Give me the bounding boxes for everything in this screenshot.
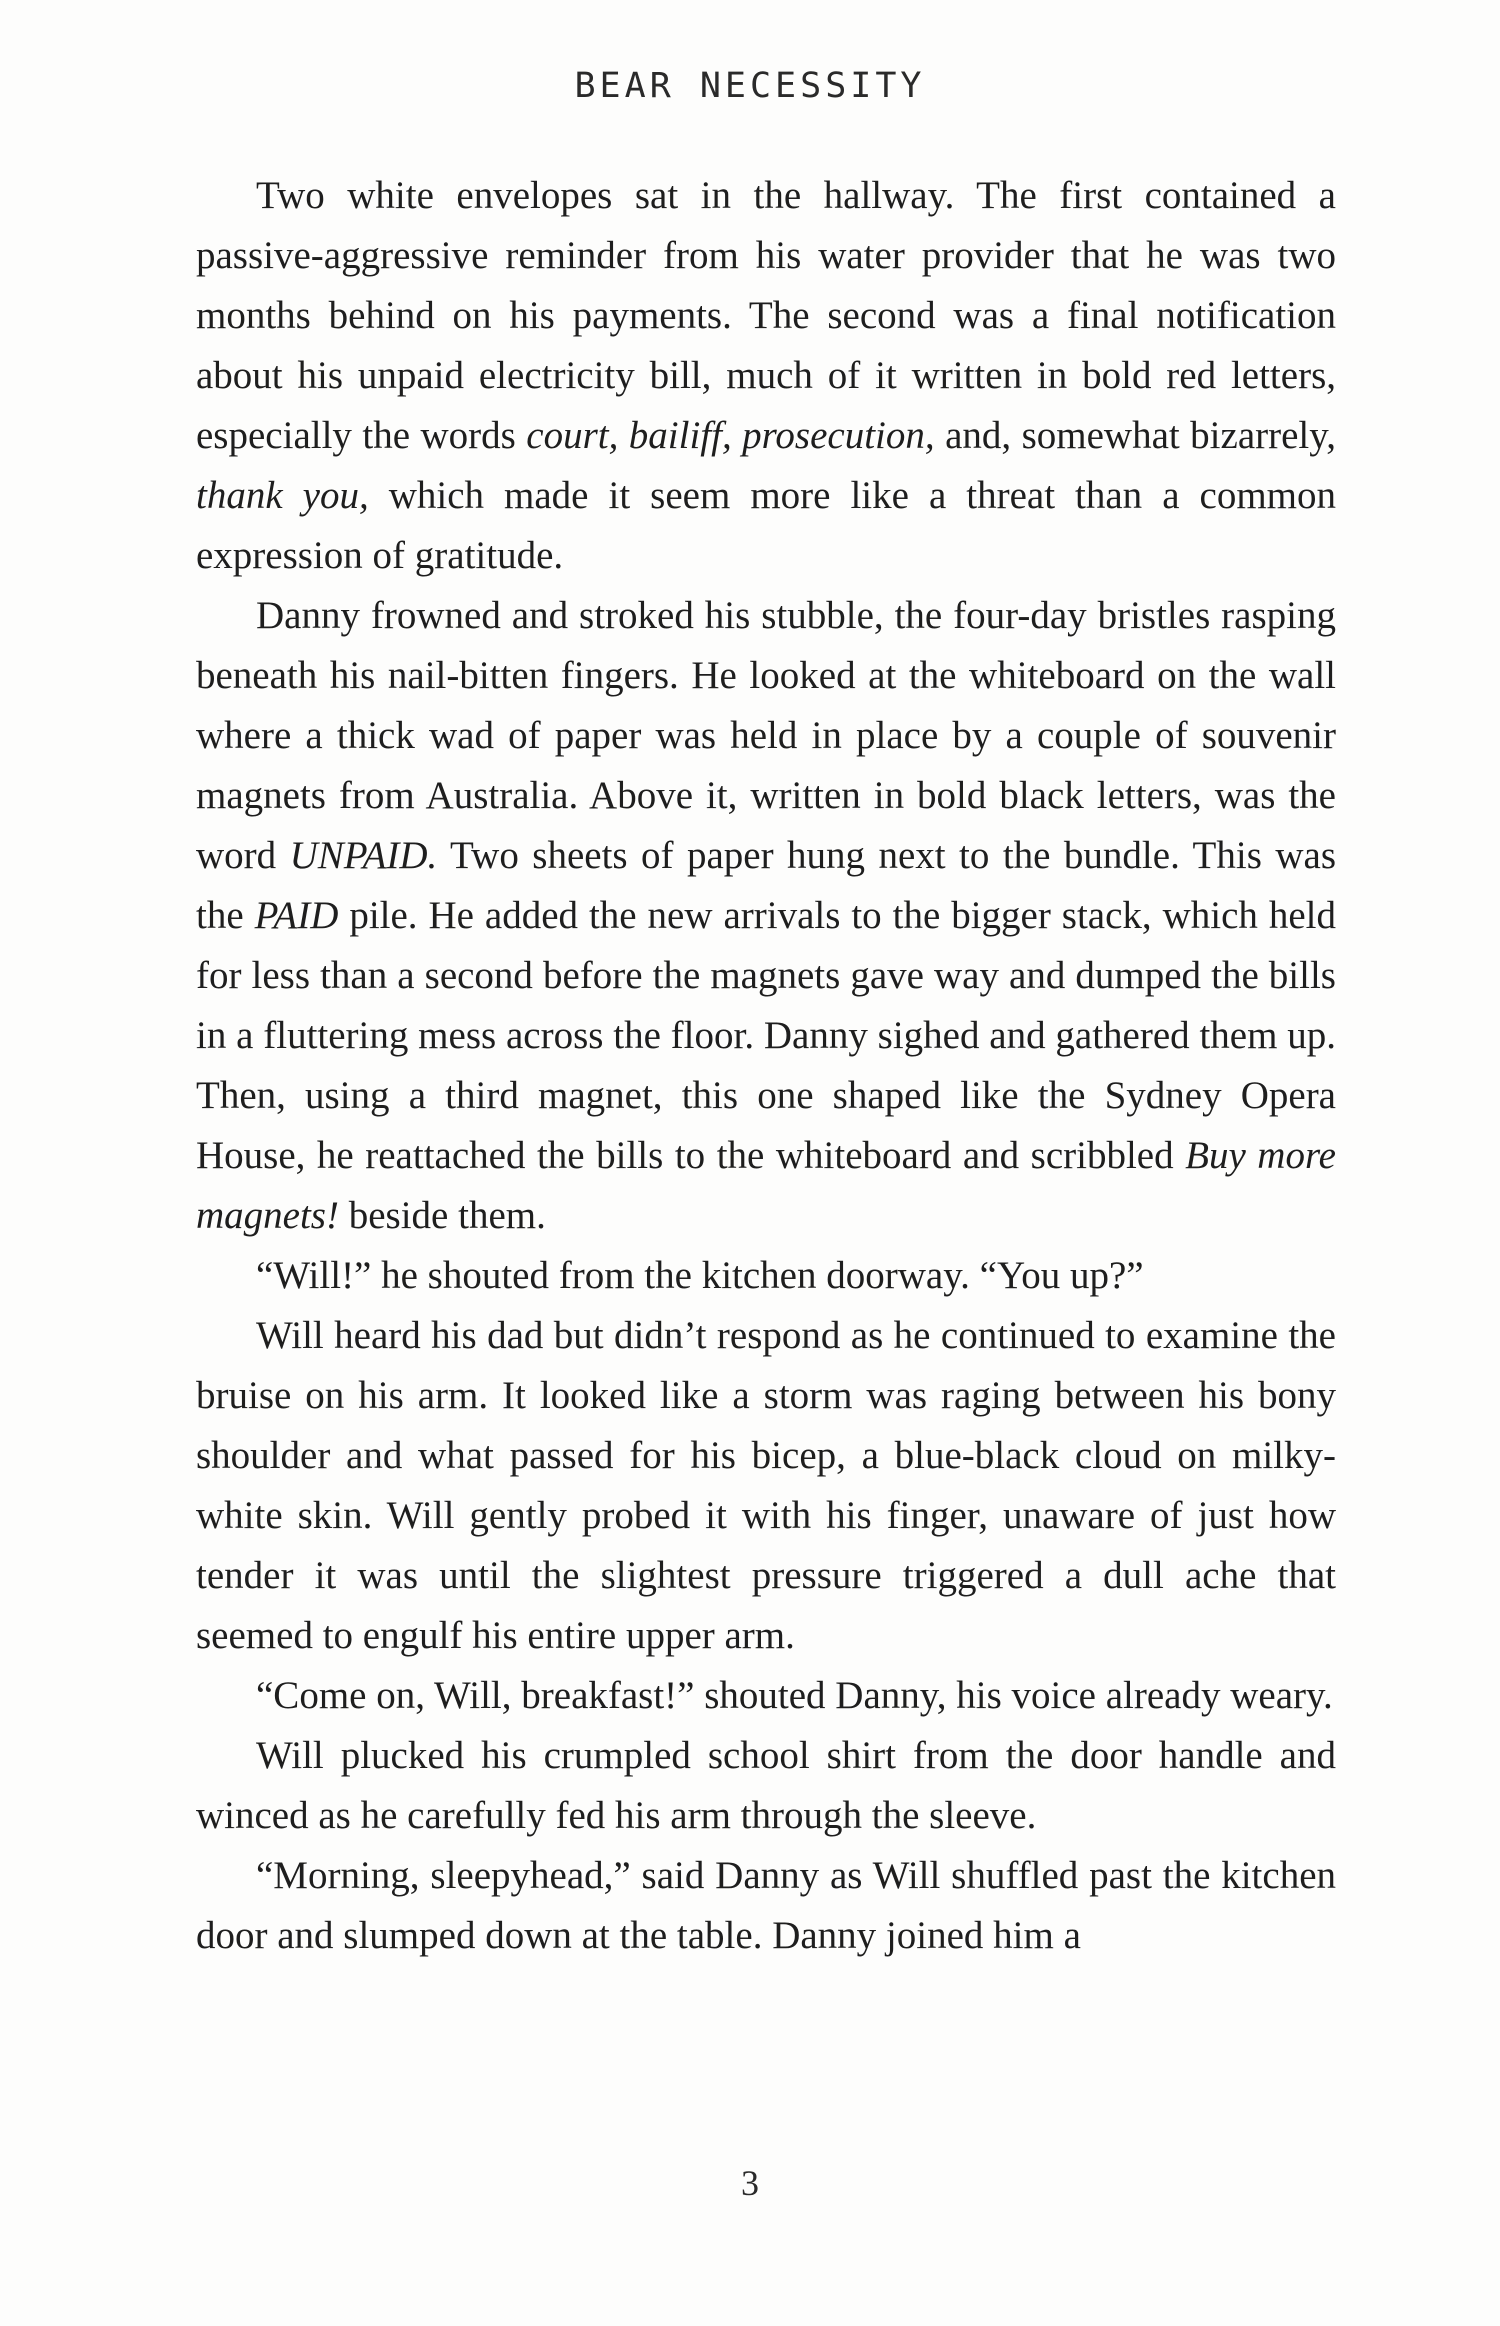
page-number: 3 <box>741 2163 759 2203</box>
text-run: beside them. <box>338 1194 546 1237</box>
paragraph <box>196 166 1336 586</box>
text-run: Two white envelopes sat in the hallway. The first contained a passive-aggressive reminder from his water provider that he was two months behind on his payments. The second was a final notification about his unpaid electricity bill, much of it written in bold red letters, especially the words <box>196 174 1336 457</box>
paragraph <box>196 1306 1336 1666</box>
italic-text: thank you, <box>196 474 369 517</box>
text-run: Will plucked his crumpled school shirt from the door handle and winced as he carefully fed his arm through the sleeve. <box>196 1734 1336 1837</box>
text-run: Will heard his dad but didn’t respond as he continued to examine the bruise on his arm. It looked like a storm was raging between his bony shoulder and what passed for his bicep, a blue-black cloud on milky-white skin. Will gently probed it with his finger, unaware of just how tender it was until the slightest pressure triggered a dull ache that seemed to engulf his entire upper arm. <box>196 1314 1336 1657</box>
text-run: pile. He added the new arrivals to the bigger stack, which held for less than a second before the magnets gave way and dumped the bills in a fluttering mess across the floor. Danny sighed and gathered them up. Then, using a third magnet, this one shaped like the Sydney Opera House, he reattached the bills to the whiteboard and scribbled <box>196 894 1336 1177</box>
italic-text: UNPAID. <box>289 834 438 877</box>
text-run: Danny frowned and stroked his stubble, the four-day bristles rasping beneath his nail-bitten fingers. He looked at the whiteboard on the wall where a thick wad of paper was held in place by a couple of souvenir magnets from Australia. Above it, written in bold black letters, was the word <box>196 594 1336 877</box>
italic-text: PAID <box>254 894 339 937</box>
paragraph <box>196 1846 1336 1966</box>
paragraph <box>196 1246 1336 1306</box>
text-run: “Come on, Will, breakfast!” shouted Danny, his voice already weary. <box>256 1674 1333 1717</box>
body-text <box>196 166 1336 1966</box>
paragraph <box>196 1666 1336 1726</box>
text-run: “Will!” he shouted from the kitchen doorway. “You up?” <box>256 1254 1144 1297</box>
paragraph <box>196 586 1336 1246</box>
running-head-title: BEAR NECESSITY <box>574 66 926 106</box>
paragraph <box>196 1726 1336 1846</box>
text-run: and, somewhat bizarrely, <box>934 414 1336 457</box>
text-run: “Morning, sleepyhead,” said Danny as Will shuffled past the kitchen door and slumped down at the table. Danny joined him a <box>196 1854 1336 1957</box>
italic-text: Buy more magnets! <box>196 1134 1336 1237</box>
italic-text: court, bailiff, prosecution, <box>526 414 935 457</box>
text-run: which made it seem more like a threat than a common expression of gratitude. <box>196 474 1336 577</box>
text-run: Two sheets of paper hung next to the bundle. This was the <box>196 834 1336 937</box>
